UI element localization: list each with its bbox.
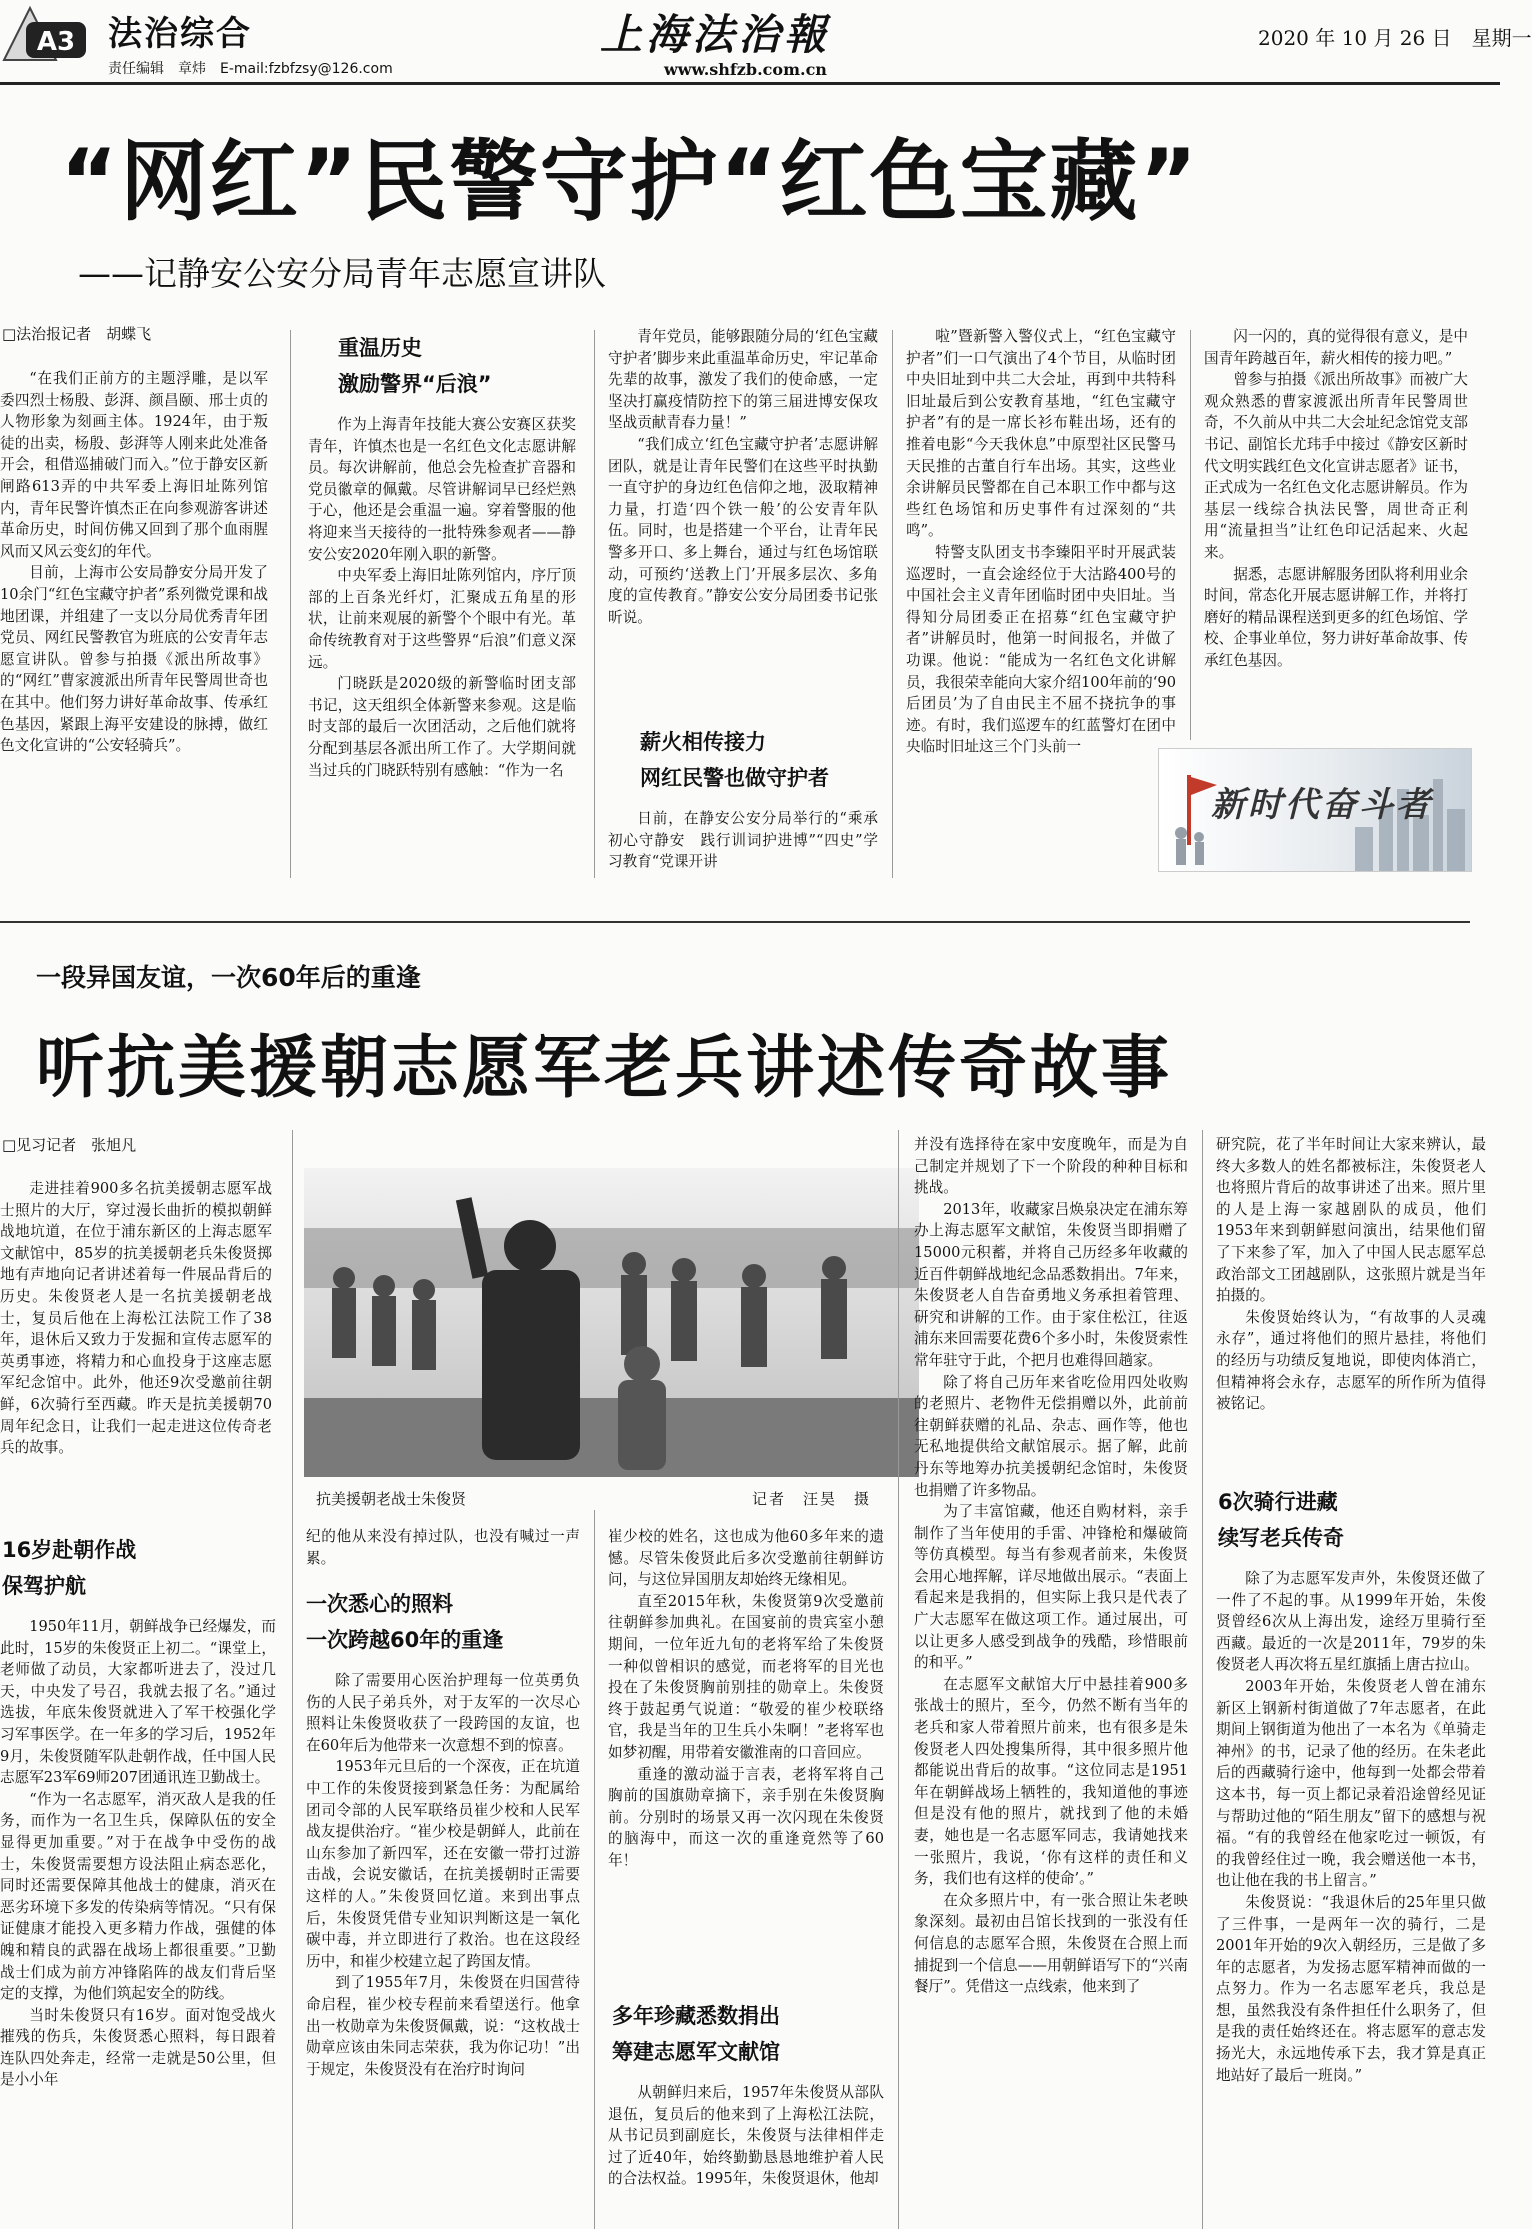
paragraph: 并没有选择待在家中安度晚年，而是为自己制定并规划了下一个阶段的种种目标和挑战。 (914, 1136, 1188, 1197)
page-number-text: A3 (36, 27, 76, 57)
article1-column-5 (1204, 326, 1468, 740)
article1-column-3 (608, 326, 878, 716)
paragraph: 崔少校的姓名，这也成为他60多年来的遗憾。尽管朱俊贤此后多次受邀前往朝鲜访问，与这位异国朋友却始终无缘相见。 (608, 1528, 884, 1589)
paragraph: 中央军委上海旧址陈列馆内，序厅顶部的上百条光纤灯，汇聚成五角星的形状，让前来观展的新警个个眼中有光。革命传统教育对于这些警界“后浪”们意义深远。 (308, 567, 576, 671)
column-banner (1158, 748, 1472, 872)
paragraph: 闪一闪的，真的觉得很有意义，是中国青年跨越百年，薪火相传的接力吧。” (1204, 328, 1468, 367)
newspaper-logo: 上海法治報 (600, 10, 831, 59)
paragraph: “作为一名志愿军，消灭敌人是我的任务，而作为一名卫生兵，保障队伍的安全显得更加重要。”对于在战争中受伤的战士，朱俊贤需要想方设法阻止病态恶化，同时还需要保障其他战士的健康，消灭在恶劣环境下多发的传染病等情况。“只有保证健康才能投入更多精力作战，强健的体魄和精良的武器在战场上都很重要。”卫勤战士们成为前方冲锋陷阵的战友们背后坚定的支撑，为他们筑起安全的防线。 (0, 1790, 276, 2003)
article1-headline: “网红”民警守护“红色宝藏” (60, 130, 1200, 233)
paragraph: 重逢的激动溢于言表，老将军将自己胸前的国旗勋章摘下，亲手别在朱俊贤胸前。分别时的场景又再一次闪现在朱俊贤的脑海中，而这一次的重逢竟然等了60年！ (608, 1765, 884, 1869)
article1-byline: □法治报记者 胡蝶飞 (2, 325, 152, 343)
paragraph: 当时朱俊贤只有16岁。面对饱受战火摧残的伤兵，朱俊贤悉心照料，每日跟着连队四处奔走，经常一走就是50公里，但是小小年 (0, 2006, 276, 2089)
paragraph: 从朝鲜归来后，1957年朱俊贤从部队退伍，复员后的他来到了上海松江法院，从书记员到副庭长，朱俊贤与法律相伴走过了近40年，始终勤勤恳恳地维护着人民的合法权益。1995年，朱俊贤退休，他却 (608, 2084, 884, 2188)
banner-text: 新时代奋斗者 (1211, 785, 1433, 825)
article1-subhead-2: 薪火相传接力 网红民警也做守护者 (640, 730, 829, 790)
article2-headline: 听抗美援朝志愿军老兵讲述传奇故事 (36, 1029, 1173, 1108)
paragraph: 走进挂着900多名抗美援朝志愿军战士照片的大厅，穿过漫长曲折的模拟朝鲜战地坑道，在位于浦东新区的上海志愿军文献馆中，85岁的抗美援朝老兵朱俊贤掷地有声地向记者讲述着每一件展品背后的历史。朱俊贤老人是一名抗美援朝老战士，复员后他在上海松江法院工作了38年，退休后又致力于发掘和宣传志愿军的英勇事迹，将精力和心血投身于这座志愿军纪念馆中。此外，他还9次受邀前往朝鲜，6次骑行至西藏。昨天是抗美援朝70周年纪念日，让我们一起走进这位传奇老兵的故事。 (0, 1180, 272, 1457)
editor-line: 责任编辑 章炜 E-mail:fzbfzsy@126.com (108, 61, 393, 77)
article1-column-2 (308, 414, 576, 874)
paragraph: 除了为志愿军发声外，朱俊贤还做了一件了不起的事。从1999年开始，朱俊贤曾经6次从上海出发，途经万里骑行至西藏。最近的一次是2011年，79岁的朱俊贤老人再次将五星红旗插上唐古拉山。 (1216, 1570, 1486, 1674)
paragraph: 1950年11月，朝鲜战争已经爆发，而此时，15岁的朱俊贤正上初二。“课堂上，老师做了动员，大家都听进去了，没过几天，中央发了号召，我就去报了名。”通过选拔，年底朱俊贤就进入了军干校强化学习军事医学。在一年多的学习后，1952年9月，朱俊贤随军队赴朝作战，任中国人民志愿军23军69师207团通讯连卫勤战士。 (0, 1618, 276, 1787)
column-divider (594, 1510, 595, 2229)
paragraph: 在众多照片中，有一张合照让朱老映象深刻。最初由吕馆长找到的一张没有任何信息的志愿军合照，朱俊贤在合照上而捕捉到一个信息——用朝鲜语写下的“兴南餐厅”。凭借这一点线索，他来到了 (914, 1891, 1188, 1996)
paragraph: 作为上海青年技能大赛公安赛区获奖青年，许慎杰也是一名红色文化志愿讲解员。每次讲解前，他总会先检查扩音器和党员徽章的佩戴。尽管讲解词早已经烂熟于心，他还是会重温一遍。穿着警服的他将迎来当天接待的一批特殊参观者——静安公安2020年刚入职的新警。 (308, 416, 576, 563)
header-divider (0, 82, 1500, 85)
veteran-photo (304, 1168, 919, 1477)
column-divider (892, 330, 893, 878)
article2-subhead-1: 16岁赴朝作战 保驾护航 (2, 1538, 137, 1598)
section-title: 法治综合 (108, 14, 252, 54)
paragraph: 目前，上海市公安局静安分局开发了10余门“红色宝藏守护者”系列微党课和战地团课，并组建了一支以分局优秀青年团党员、网红民警教官为班底的公安青年志愿宣讲队。曾参与拍摄《派出所故事》的“网红”曹家渡派出所青年民警周世奇也在其中。他们努力讲好革命故事、传承红色基因，紧跟上海平安建设的脉搏，做红色文化宣讲的“公安轻骑兵”。 (0, 564, 268, 755)
photo-credit: 记者 汪昊 摄 (752, 1490, 872, 1508)
paragraph: 日前，在静安公安分局举行的“乘承初心守静安 践行训词护进博”“四史”学习教育“党课开讲 (608, 810, 878, 871)
column-divider (1190, 330, 1191, 740)
paragraph: 纪的他从来没有掉过队，也没有喊过一声累。 (306, 1528, 580, 1567)
article1-column-3b (608, 808, 878, 874)
paragraph: 直至2015年秋，朱俊贤第9次受邀前往朝鲜参加典礼。在国宴前的贵宾室小憩期间，一位年近九旬的老将军给了朱俊贤一种似曾相识的感觉，而老将军的目光也投在了朱俊贤胸前别挂的勋章上。朱俊贤终于鼓起勇气说道：“敬爱的崔少校联络官，我是当年的卫生兵小朱啊！”老将军也如梦初醒，用带着安徽淮南的口音回应。 (608, 1592, 884, 1761)
article-divider (0, 921, 1470, 923)
column-divider (292, 1130, 293, 2229)
article2-kicker: 一段异国友谊，一次60年后的重逢 (36, 963, 421, 992)
article2-column-3a (608, 1526, 884, 1966)
paragraph: 据悉，志愿讲解服务团队将利用业余时间，常态化开展志愿讲解工作，并将打磨好的精品课程送到更多的红色场馆、学校、企事业单位，努力讲好革命故事、传承红色基因。 (1204, 565, 1468, 669)
article2-column-2a (306, 1526, 580, 1570)
article2-column-5a (1216, 1134, 1486, 1468)
article2-column-3b (608, 2082, 884, 2229)
column-divider (898, 1130, 899, 2229)
paragraph: 除了需要用心医治护理每一位英勇负伤的人民子弟兵外，对于友军的一次尽心照料让朱俊贤收获了一段跨国的友谊，也在60年后为他带来一次意想不到的惊喜。 (306, 1672, 580, 1754)
photo-caption: 抗美援朝老战士朱俊贤 (316, 1490, 467, 1508)
article2-byline: □见习记者 张旭凡 (2, 1136, 137, 1154)
newspaper-url: www.shfzb.com.cn (664, 60, 827, 79)
article2-column-2b (306, 1670, 580, 2229)
paragraph: 青年党员，能够跟随分局的‘红色宝藏守护者’脚步来此重温革命历史，牢记革命先辈的故事，激发了我们的使命感，一定坚决打赢疫情防控下的第三届进博安保攻坚战贡献青春力量！” (608, 328, 878, 432)
paragraph: 特警支队团支书李臻阳平时开展武装巡逻时，一直会途经位于大沽路400号的中国社会主义青年团临时团中央旧址。当得知分局团委正在招募“红色宝藏守护者”讲解员时，他第一时间报名，并做了功课。他说：“能成为一名红色文化讲解员，我很荣幸能向大家介绍100年前的‘90后团员’为了自由民主不屈不挠抗争的事迹。有时，我们巡逻车的红蓝警灯在团中央临时旧址这三个门头前一 (906, 543, 1176, 756)
article2-intro (0, 1178, 272, 1538)
article1-subtitle: ——记静安公安分局青年志愿宣讲队 (78, 254, 606, 293)
paragraph: 门晓跃是2020级的新警临时团支部书记，这天组织全体新警来参观。这是临时支部的最后一次团活动，之后他们就将分配到基层各派出所工作了。大学期间就当过兵的门晓跃特别有感触：“作为一名 (308, 675, 576, 779)
article1-column-4 (906, 326, 1176, 874)
paragraph: 为了丰富馆藏，他还自购材料，亲手制作了当年使用的手雷、冲锋枪和爆破筒等仿真模型。每当有参观者前来，朱俊贤会用心地挥解，详尽地做出展示。“表面上看起来是我捐的，但实际上我只是代表了广大志愿军在做这项工作。通过展出，可以让更多人感受到战争的残酷，珍惜眼前的和平。” (914, 1503, 1188, 1672)
paragraph: 2013年，收藏家吕焕泉决定在浦东筹办上海志愿军文献馆，朱俊贤当即捐赠了15000元积蓄，并将自己历经多年收藏的近百件朝鲜战地纪念品悉数捐出。7年来，朱俊贤老人自告奋勇地义务承担着管理、研究和讲解的工作。由于家住松江，往返浦东来回需要花费6个多小时，朱俊贤索性常年驻守于此，个把月也难得回趟家。 (914, 1200, 1188, 1369)
article2-subhead-2: 一次悉心的照料 一次跨越60年的重逢 (306, 1592, 504, 1652)
issue-date: 2020 年 10 月 26 日 星期一 (1258, 26, 1532, 50)
article2-subhead-4: 6次骑行进藏 续写老兵传奇 (1218, 1490, 1344, 1550)
paragraph: 在志愿军文献馆大厅中悬挂着900多张战士的照片，至今，仍然不断有当年的老兵和家人带着照片前来，也有很多是朱俊贤老人四处搜集所得，其中很多照片他都能说出背后的故事。“这位同志是1951年在朝鲜战场上牺牲的，我知道他的事迹但是没有他的照片，就找到了他的未婚妻，她也是一名志愿军同志，我请她找来一张照片，我说，‘你有这样的责任和义务，我们也有这样的使命’。” (914, 1675, 1188, 1888)
paragraph: 1953年元旦后的一个深夜，正在坑道中工作的朱俊贤接到紧急任务：为配属给团司令部的人民军联络员崔少校和人民军战友提供治疗。“崔少校是朝鲜人，此前在山东参加了新四军，还在安徽一带打过游击战，会说安徽话，在抗美援朝时正需要这样的人。”朱俊贤回忆道。来到出事点后，朱俊贤凭借专业知识判断这是一氧化碳中毒，并立即进行了救治。也在这段经历中，和崔少校建立起了跨国友情。 (306, 1758, 580, 1970)
paragraph: 啦”暨新警入警仪式上，“红色宝藏守护者”们一口气演出了4个节目，从临时团中央旧址到中共二大会址，再到中共特科旧址最后到公安教育基地，“红色宝藏守护者”有的是一席长衫布鞋出场，还有的推着电影“今天我休息”中原型社区民警马天民推的古董自行车出场。其实，这些业余讲解员民警都在自己本职工作中都与这些红色场馆和历史事件有过深刻的“共鸣”。 (906, 328, 1176, 540)
paragraph: 2003年开始，朱俊贤老人曾在浦东新区上钢新村街道做了7年志愿者，在此期间上钢街道为他出了一本名为《单骑走神州》的书，记录了他的经历。在朱老此后的西藏骑行途中，他每到一处都会带着这本书，每一页上都记录着沿途曾经见证与帮助过他的“陌生朋友”留下的感想与祝福。“有的我曾经在他家吃过一顿饭，有的我曾经住过一晚，我会赠送他一本书，也让他在我的书上留言。” (1216, 1677, 1486, 1890)
paragraph: 除了将自己历年来省吃俭用四处收购的老照片、老物件无偿捐赠以外，此前前往朝鲜获赠的礼品、杂志、画作等，他也无私地提供给文献馆展示。据了解，此前丹东等地筹办抗美援朝纪念馆时，朱俊贤也捐赠了许多物品。 (914, 1373, 1188, 1499)
paragraph: 朱俊贤始终认为，“有故事的人灵魂永存”，通过将他们的照片悬挂，将他们的经历与功绩反复地说，即使肉体消亡，但精神将会永存，志愿军的所作所为值得被铭记。 (1216, 1308, 1486, 1413)
paragraph: 研究院，花了半年时间让大家来辨认，最终大多数人的姓名都被标注，朱俊贤老人也将照片背后的故事讲述了出来。照片里的人是上海一家越剧队的成员，他们1953年来到朝鲜慰问演出，结果他们留了下来参了军，加入了中国人民志愿军总政治部文工团越剧队，这张照片就是当年拍摄的。 (1216, 1136, 1486, 1305)
article2-column-5b (1216, 1568, 1486, 2229)
paragraph: 到了1955年7月，朱俊贤在归国营待命启程，崔少校专程前来看望送行。他拿出一枚勋章为朱俊贤佩戴，说：“这枚战士勋章应该由朱同志荣获，我为你记功！”出于规定，朱俊贤没有在治疗时询问 (306, 1974, 580, 2078)
paragraph: “我们成立‘红色宝藏守护者’志愿讲解团队，就是让青年民警们在这些平时执勤一直守护的身边红色信仰之地，汲取精神力量，打造‘四个铁一般’的公安青年队伍。同时，也是搭建一个平台，让青年民警多开口、多上舞台，通过与红色场馆联动，可预约‘送教上门’开展多层次、多角度的宣传教育。”静安公安分局团委书记张昕说。 (608, 435, 878, 626)
article1-subhead-1: 重温历史 激励警界“后浪” (338, 336, 492, 396)
article2-column-4 (914, 1134, 1188, 2229)
column-divider (290, 330, 291, 878)
paragraph: 朱俊贤说：“我退休后的25年里只做了三件事，一是两年一次的骑行，二是2001年开始的9次入朝经历，三是做了多年的志愿者，为发扬志愿军精神而做的一点努力。作为一名志愿军老兵，我总是想，虽然我没有条件担任什么职务了，但是我的责任始终还在。将志愿军的意志发扬光大，永远地传承下去，我才算是真正地站好了最后一班岗。” (1216, 1893, 1486, 2084)
article1-column-1 (0, 368, 268, 872)
page-number-badge (2, 4, 94, 62)
article2-column-1 (0, 1616, 276, 2229)
paragraph: “在我们正前方的主题浮雕，是以军委四烈士杨殷、彭湃、颜昌颐、邢士贞的人物形象为刻画主体。1924年，由于叛徒的出卖，杨殷、彭湃等人刚来此处准备开会，租借巡捕破门而入。”位于静安区新闸路613弄的中共军委上海旧址陈列馆内，青年民警许慎杰正在向参观游客讲述革命历史，时间仿佛又回到了那个血雨腥风而又风云变幻的年代。 (0, 370, 268, 560)
article2-subhead-3: 多年珍藏悉数捐出 筹建志愿军文献馆 (612, 2004, 780, 2064)
column-divider (1202, 1130, 1203, 2229)
paragraph: 曾参与拍摄《派出所故事》而被广大观众熟悉的曹家渡派出所青年民警周世奇，不久前从中共二大会址纪念馆党支部书记、副馆长尤玮手中接过《静安区新时代文明实践红色文化宣讲志愿者》证书，正式成为一名红色文化志愿讲解员。作为基层一线综合执法民警，周世奇正利用“流量担当”让红色印记活起来、火起来。 (1204, 371, 1468, 561)
column-divider (594, 330, 595, 878)
